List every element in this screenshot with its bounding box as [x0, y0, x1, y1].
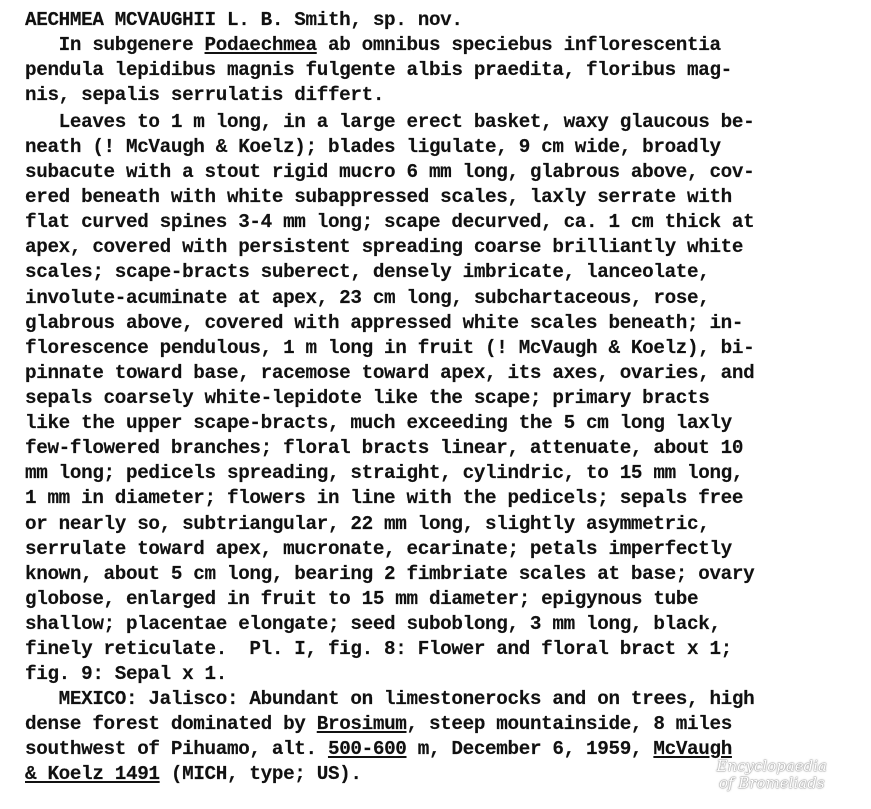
text-line: involute-acuminate at apex, 23 cm long, subchartaceous, rose,: [25, 287, 710, 309]
text-line: mm long; pedicels spreading, straight, cylindric, to 15 mm long,: [25, 462, 744, 484]
collection-number: & Koelz 1491: [25, 763, 160, 785]
text-line: Leaves to 1 m long, in a large erect basket, waxy glaucous be-: [25, 111, 755, 133]
text-line: scales; scape-bracts suberect, densely imbricate, lanceolate,: [25, 261, 710, 283]
text-line: MEXICO: Jalisco: Abundant on limestonerocks and on trees, high: [25, 688, 755, 710]
text-line: pinnate toward base, racemose toward apex, its axes, ovaries, and: [25, 362, 755, 384]
genus-name: Brosimum: [316, 713, 407, 735]
text-line: or nearly so, subtriangular, 22 mm long, slightly asymmetric,: [25, 513, 710, 535]
text-line: glabrous above, covered with appressed white scales beneath; in-: [25, 312, 744, 334]
text-line: florescence pendulous, 1 m long in fruit (! McVaugh & Koelz), bi-: [25, 337, 755, 359]
collector-name: McVaugh: [653, 738, 732, 760]
text-line: 1 mm in diameter; flowers in line with the pedicels; sepals free: [25, 487, 744, 509]
text-line: nis, sepalis serrulatis differt.: [25, 84, 385, 106]
watermark-line-1: Encyclopaedia: [716, 757, 827, 775]
text-line: pendula lepidibus magnis fulgente albis praedita, floribus mag-: [25, 59, 732, 81]
species-title-line: AECHMEA MCVAUGHII L. B. Smith, sp. nov.: [25, 9, 463, 31]
text-line: few-flowered branches; floral bracts linear, attenuate, about 10: [25, 437, 744, 459]
text-line: apex, covered with persistent spreading coarse brilliantly white: [25, 236, 744, 258]
text-line: In subgenere Podaechmea ab omnibus speciebus inflorescentia: [25, 34, 721, 56]
text-line: known, about 5 cm long, bearing 2 fimbriate scales at base; ovary: [25, 563, 755, 585]
text-line: sepals coarsely white-lepidote like the scape; primary bracts: [25, 387, 710, 409]
subgenus-name: Podaechmea: [204, 34, 317, 56]
text-line: dense forest dominated by Brosimum, steep mountainside, 8 miles: [25, 713, 732, 735]
text-line: subacute with a stout rigid mucro 6 mm long, glabrous above, cov-: [25, 161, 755, 183]
text-line: & Koelz 1491 (MICH, type; US).: [25, 763, 362, 785]
watermark: [717, 758, 827, 792]
text-line: flat curved spines 3-4 mm long; scape decurved, ca. 1 cm thick at: [25, 211, 755, 233]
altitude-range: 500-600: [327, 738, 407, 760]
text-line: ered beneath with white subappressed scales, laxly serrate with: [25, 186, 732, 208]
text-line: shallow; placentae elongate; seed suboblong, 3 mm long, black,: [25, 613, 721, 635]
watermark-line-2: of Bromeliads: [719, 774, 825, 792]
text-line: serrulate toward apex, mucronate, ecarinate; petals imperfectly: [25, 538, 732, 560]
text-line: like the upper scape-bracts, much exceeding the 5 cm long laxly: [25, 412, 732, 434]
text-line: fig. 9: Sepal x 1.: [25, 663, 227, 685]
text-line: globose, enlarged in fruit to 15 mm diameter; epigynous tube: [25, 588, 699, 610]
text-line: finely reticulate. Pl. I, fig. 8: Flower and floral bract x 1;: [25, 638, 732, 660]
text-line: neath (! McVaugh & Koelz); blades ligulate, 9 cm wide, broadly: [25, 136, 721, 158]
text-line: southwest of Pihuamo, alt. 500-600 m, December 6, 1959, McVaugh: [25, 738, 732, 760]
